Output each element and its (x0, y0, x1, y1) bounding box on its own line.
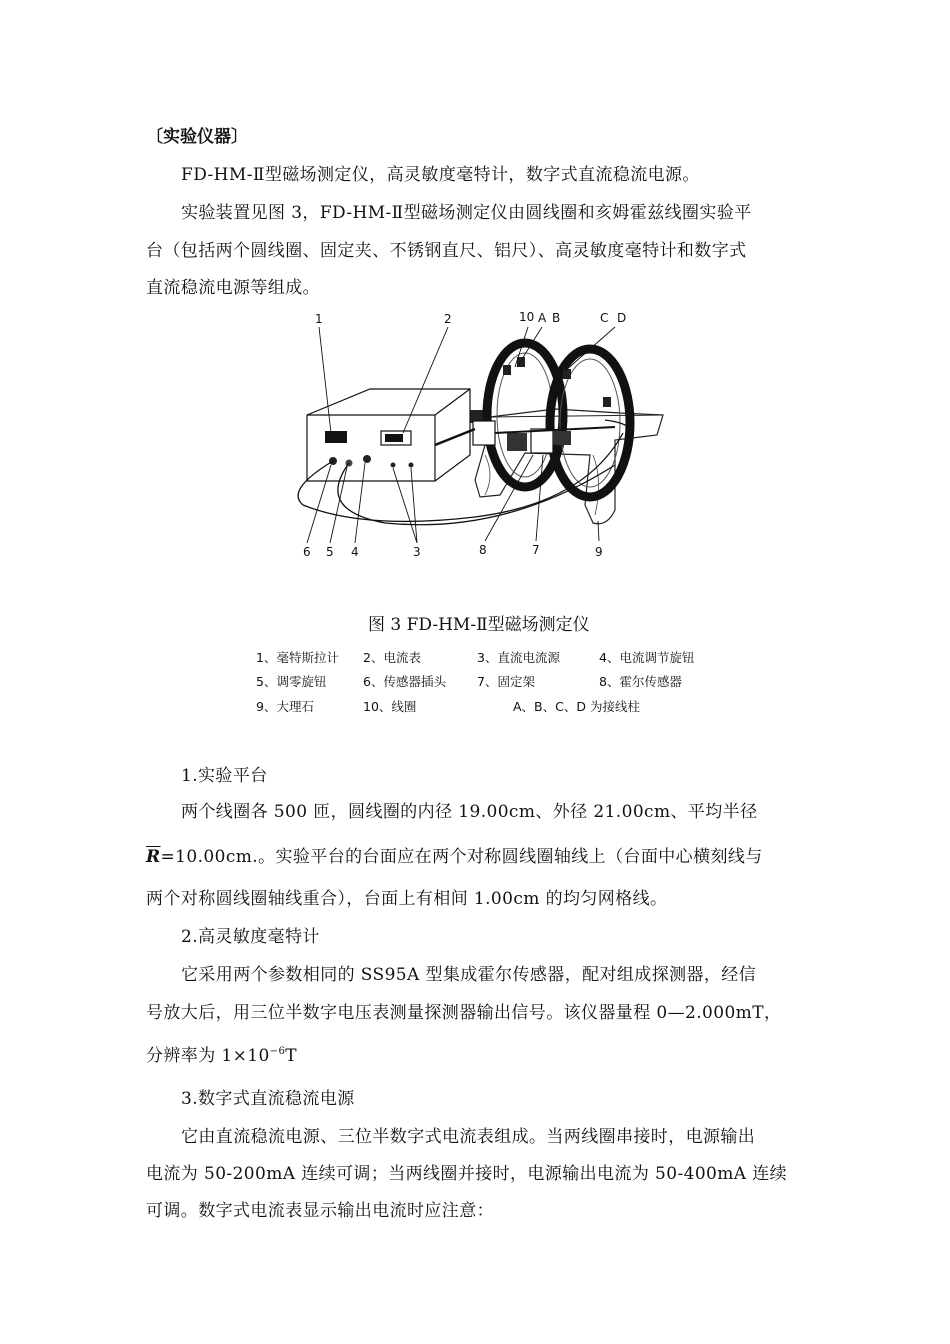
clamp-1 (473, 421, 495, 445)
sec3-line-3: 可调。数字式电流表显示输出电流时应注意： (146, 1201, 494, 1221)
legend-r2c3: 7、固定架 (477, 674, 535, 689)
sec1-line-1: 两个线圈各 500 匝，圆线圈的内径 19.00cm、外径 21.00cm、平均半径 (181, 802, 758, 822)
label-8: 8 (479, 543, 487, 557)
sec3-line-1: 它由直流稳流电源、三位半数字式电流表组成。当两线圈串接时，电源输出 (181, 1127, 756, 1147)
legend-r1c2: 2、电流表 (363, 650, 421, 665)
label-A: A (538, 311, 547, 325)
sec3-title: 3.数字式直流稳流电源 (181, 1089, 355, 1109)
label-4: 4 (351, 545, 359, 559)
legend-r3c3: A、B、C、D 为接线柱 (513, 699, 640, 714)
legend-r1c1: 1、毫特斯拉计 (256, 650, 339, 665)
sec2-line-3-exp: −6 (269, 1046, 286, 1057)
intro-line-4: 直流稳流电源等组成。 (146, 278, 320, 298)
label-7: 7 (532, 543, 540, 557)
apparatus-figure (285, 305, 670, 565)
label-3: 3 (413, 545, 421, 559)
sec3-line-2: 电流为 50-200mA 连续可调；当两线圈并接时，电源输出电流为 50-400mA 连续 (146, 1164, 788, 1184)
intro-line-2: 实验装置见图 3，FD-HM-Ⅱ型磁场测定仪由圆线圈和亥姆霍兹线圈实验平 (181, 203, 752, 223)
label-1: 1 (315, 312, 323, 326)
legend-r2c1: 5、调零旋钮 (256, 674, 327, 689)
intro-line-3: 台（包括两个圆线圈、固定夹、不锈钢直尺、铝尺）、高灵敏度毫特计和数字式 (146, 241, 747, 261)
figure-caption: 图 3 FD-HM-Ⅱ型磁场测定仪 (368, 615, 590, 635)
label-B: B (552, 311, 561, 325)
label-C: C (600, 311, 609, 325)
terminal-3b (409, 463, 414, 468)
sec2-title: 2.高灵敏度毫特计 (181, 927, 320, 947)
sec2-line-2: 号放大后，用三位半数字电压表测量探测器输出信号。该仪器量程 0—2.000mT， (146, 1003, 782, 1023)
knob-4 (363, 455, 371, 463)
sec2-line-3-wrap (146, 1041, 297, 1066)
label-6: 6 (303, 545, 311, 559)
intro-line-1: FD-HM-Ⅱ型磁场测定仪，高灵敏度毫特计，数字式直流稳流电源。 (181, 165, 700, 185)
sec1-line-3: 两个对称圆线圈轴线重合），台面上有相间 1.00cm 的均匀网格线。 (146, 889, 668, 909)
label-5: 5 (326, 545, 334, 559)
millitesla-display (325, 431, 347, 443)
sec1-line-2: =10.00cm.。实验平台的台面应在两个对称圆线圈轴线上（台面中心横刻线与 (160, 847, 763, 867)
legend-r2c4: 8、霍尔传感器 (599, 674, 682, 689)
section-heading: 〔实验仪器〕 (146, 127, 248, 147)
sec2-line-3-post: T (285, 1046, 297, 1066)
label-9: 9 (595, 545, 603, 559)
legend-r3c1: 9、大理石 (256, 699, 314, 714)
sec1-title: 1.实验平台 (181, 766, 268, 786)
label-10: 10 (519, 310, 535, 324)
label-D: D (617, 311, 627, 325)
legend-r1c4: 4、电流调节旋钮 (599, 650, 695, 665)
sec2-line-3-pre: 分辨率为 1×10 (146, 1046, 270, 1066)
legend-r2c2: 6、传感器插头 (363, 674, 446, 689)
r-bar-symbol: $\overline{R}$ (146, 847, 161, 867)
terminal-3a (391, 463, 396, 468)
legend-r3c2: 10、线圈 (363, 699, 417, 714)
clamp-2 (531, 429, 553, 453)
label-2: 2 (444, 312, 452, 326)
sec2-line-1: 它采用两个参数相同的 SS95A 型集成霍尔传感器，配对组成探测器，经信 (181, 965, 757, 985)
legend-r1c3: 3、直流电流源 (477, 650, 560, 665)
sec1-line-2-wrap (146, 842, 763, 867)
